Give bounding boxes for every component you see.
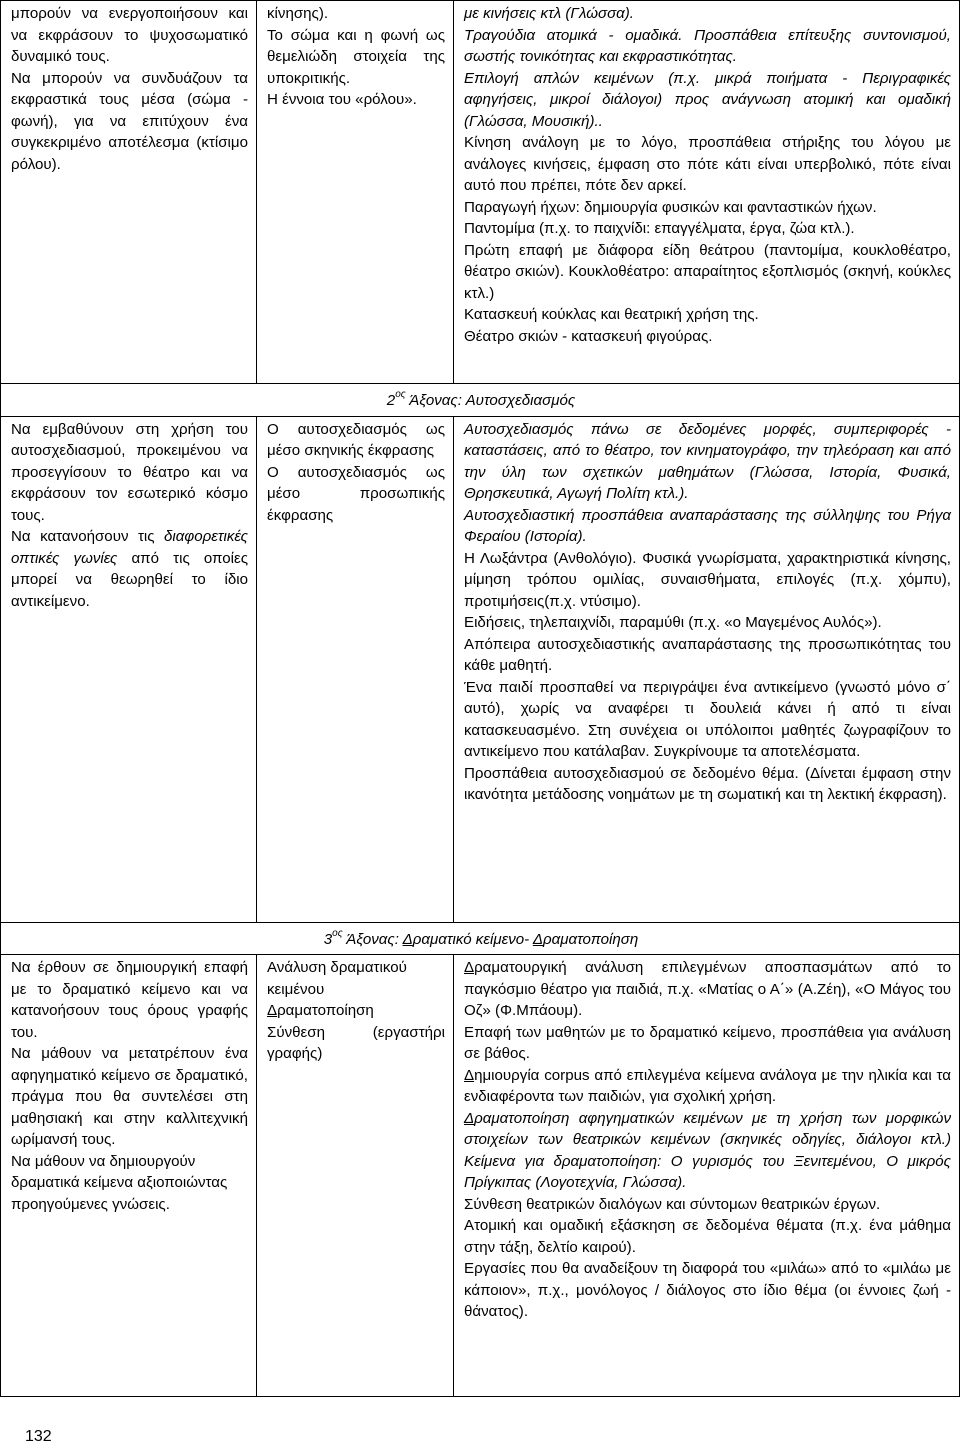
activity-text: Παντομίμα (π.χ. το παιχνίδι: επαγγέλματα, έργα, ζώα κτλ.). xyxy=(464,220,855,237)
activity-text: Επιλογή απλών κειμένων (π.χ. μικρά ποιήματα - Περιγραφικές αφηγήσεις, μικροί διάλογοι) προς ανάγνωση ατομική και ομαδική (Γλώσσα, Μουσική).. xyxy=(464,69,951,130)
activity-text: Η Λωξάντρα (Ανθολόγιο). Φυσικά γνωρίσματα, χαρακτηριστικά κίνησης, μίμηση τρόπου ομιλίας, συναισθήματα, επιλογές (π.χ. χόμπυ), προτιμήσεις(π.χ. ντύσιμο). xyxy=(464,549,951,610)
activity-text: Κατασκευή κούκλας και θεατρική χρήση της. xyxy=(464,306,759,323)
activity-text: Προσπάθεια αυτοσχεδιασμού σε δεδομένο θέμα. (Δίνεται έμφαση στην ικανότητα μετάδοσης νοημάτων με τη σωματική και τη λεκτική έκφραση). xyxy=(464,764,951,804)
axis-heading xyxy=(1,384,960,417)
activity-text xyxy=(464,1065,951,1108)
activity-text-part: ραματουργική ανάλυση επιλεγμένων αποσπασμάτων από το παγκόσμιο θέατρο για παιδιά, π.χ. «Ματίας ο Α΄» (Α.Ζέη), «Ο Μάγος του Οζ» (Φ.Μπάουμ). xyxy=(464,959,951,1020)
objective-text: Να έρθουν σε δημιουργική επαφή με το δραματικό κείμενο και να κατανοήσουν τους όρους γραφής του. xyxy=(11,959,248,1041)
objective-text-part: από τις οποίες μπορεί να θεωρηθεί το ίδιο αντικείμενο. xyxy=(11,549,248,610)
table-row xyxy=(1,1,960,384)
activity-text: Αυτοσχεδιασμός πάνω σε δεδομένες μορφές, συμπεριφορές - καταστάσεις, από το θέατρο, τον κινηματογράφο, την τηλεόραση και από την ύλη των σχετικών μαθημάτων (Γλώσσα, Ιστορία, Φυσικά, Θρησκευτικά, Αγωγή Πολίτη κτλ.). xyxy=(464,420,951,503)
topics-cell xyxy=(257,416,454,922)
activity-text: Κίνηση ανάλογη με το λόγο, προσπάθεια στήριξης του λόγου με ανάλογες κινήσεις, έμφαση στο πότε κάτι είναι υπερβολικό, πότε είναι αυτό που πρέπει, πότε δεν αρκεί. xyxy=(464,134,951,194)
activity-text: Επαφή των μαθητών με το δραματικό κείμενο, προσπάθεια για ανάλυση σε βάθος. xyxy=(464,1023,951,1063)
axis-number: 2 xyxy=(386,392,396,410)
objectives-cell xyxy=(1,1,257,384)
topic-text-letter: Δ xyxy=(267,1002,278,1020)
activity-text: Απόπειρα αυτοσχεδιαστικής αναπαράστασης της προσωπικότητας του κάθε μαθητή. xyxy=(464,635,951,675)
topic-text: Η έννοια του «ρόλου». xyxy=(267,91,417,108)
activities-cell xyxy=(454,416,960,922)
activities-cell xyxy=(454,955,960,1397)
axis-title: Άξονας: Αυτοσχεδιασμός xyxy=(409,392,576,410)
activity-text xyxy=(464,957,951,1022)
objectives-cell xyxy=(1,955,257,1397)
axis-title: Άξονας: xyxy=(346,930,403,948)
activity-text: Τραγούδια ατομικά - ομαδικά. Προσπάθεια επίτευξης συντονισμού, σωστής τονικότητας και εκφραστικότητας. xyxy=(464,26,951,65)
axis-title: ραματικό κείμενο- xyxy=(412,930,533,948)
objective-text: μπορούν να ενεργοποιήσουν και να εκφράσουν το ψυχοσωματικό δυναμικό τους. xyxy=(11,5,248,65)
activity-text: Εργασίες που θα αναδείξουν τη διαφορά του «μιλάω» από το «μιλάω με κάποιον», π.χ., μονόλογος / διάλογος στο ίδιο θέμα (οι έννοιες ζωή - θάνατος). xyxy=(464,1260,951,1321)
activity-text xyxy=(464,1108,951,1194)
objective-text: Να εμβαθύνουν στη χρήση του αυτοσχεδιασμού, προκειμένου να προσεγγίσουν το θέατρο και να εκφράσουν τον εσωτερικό κόσμο τους. xyxy=(11,420,248,524)
activity-text: Ειδήσεις, τηλεπαιχνίδι, παραμύθι (π.χ. «ο Μαγεμένος Αυλός»). xyxy=(464,614,882,632)
activity-text: Παραγωγή ήχων: δημιουργία φυσικών και φανταστικών ήχων. xyxy=(464,198,877,216)
table-row xyxy=(1,384,960,417)
page-number: 132 xyxy=(25,1428,52,1445)
topic-text xyxy=(267,1000,445,1022)
activity-text: Ατομική και ομαδική εξάσκηση σε δεδομένα θέματα (π.χ. ένα μάθημα στην τάξη, δελτίο καιρού). xyxy=(464,1217,951,1256)
activities-cell xyxy=(454,1,960,384)
table-row xyxy=(1,416,960,922)
objectives-cell xyxy=(1,416,257,922)
activity-text-part: ραματοποίηση αφηγηματικών κειμένων με τη χρήση των μορφικών στοιχείων των θεατρικών κειμένων (σκηνικές οδηγίες, διάλογοι κτλ.) Κείμενα για δραματοποίηση: Ο γυρισμός του Ξενιτεμένου, Ο μικρός Πρίγκιπας (Λογοτεχνία, Γλώσσα). xyxy=(464,1109,951,1192)
objective-text: Να μπορούν να συνδυάζουν τα εκφραστικά τους μέσα (σώμα - φωνή), για να επιτύχουν ένα συγκεκριμένο αποτέλεσμα (κτίσιμο ρόλου). xyxy=(11,69,248,173)
axis-title-letter: Δ xyxy=(402,930,413,948)
topic-text: Ο αυτοσχεδιασμός ως μέσο σκηνικής έκφρασης xyxy=(267,420,445,460)
activity-text-part: ημιουργία corpus από επιλεγμένα κείμενα ανάλογα με την ηλικία και τα ενδιαφέροντα των παιδιών, για σχολική χρήση. xyxy=(464,1066,951,1106)
activity-text: με κινήσεις κτλ (Γλώσσα). xyxy=(464,5,634,22)
axis-number: 3 xyxy=(323,930,333,948)
table-row xyxy=(1,922,960,955)
axis-ordinal: ος xyxy=(395,389,406,400)
activity-text-letter: Δ xyxy=(464,1066,475,1084)
axis-title: ραματοποίηση xyxy=(542,930,639,948)
topic-text: κίνησης). xyxy=(267,5,329,22)
activity-text: Ένα παιδί προσπαθεί να περιγράψει ένα αντικείμενο (γνωστό μόνο σ΄ αυτό), χωρίς να αναφέρει τι δουλειά κάνει ή από τι είναι κατασκευασμένο. Στη συνέχεια οι υπόλοιποι μαθητές ζωγραφίζουν το αντικείμενο που κατάλαβαν. Συγκρίνουμε τα αποτελέσματα. xyxy=(464,678,951,761)
activity-text-letter: Δ xyxy=(464,959,475,977)
objective-text: Να μάθουν να μετατρέπουν ένα αφηγηματικό κείμενο σε δραματικό, πράγμα που θα συντελέσει στη μαθησιακή και στην καλλιτεχνική ωρίμανσή τους. xyxy=(11,1045,248,1149)
topic-text-part: ραματοποίηση xyxy=(277,1002,374,1020)
topic-text: Σύνθεση (εργαστήρι γραφής) xyxy=(267,1023,445,1063)
activity-text: Σύνθεση θεατρικών διαλόγων και σύντομων θεατρικών έργων. xyxy=(464,1195,881,1213)
topics-cell xyxy=(257,1,454,384)
axis-title-letter: Δ xyxy=(532,930,543,948)
activity-text: Αυτοσχεδιαστική προσπάθεια αναπαράστασης της σύλληψης του Ρήγα Φεραίου (Ιστορία). xyxy=(464,506,951,546)
activity-text: Θέατρο σκιών - κατασκευή φιγούρας. xyxy=(464,327,713,345)
topic-text: Ο αυτοσχεδιασμός ως μέσο προσωπικής έκφρασης xyxy=(267,463,445,524)
objective-text-italic: διαφορετικές οπτικές γωνίες xyxy=(11,528,248,567)
axis-ordinal: ος xyxy=(332,927,343,939)
activity-text: Πρώτη επαφή με διάφορα είδη θεάτρου (παντομίμα, κουκλοθέατρο, θέατρο σκιών). Κουκλοθέατρο: απαραίτητος εξοπλισμός (σκηνή, κούκλες κτλ.) xyxy=(464,241,951,302)
topic-text: Το σώμα και η φωνή ως θεμελιώδη στοιχεία της υποκριτικής. xyxy=(267,26,445,87)
activity-text-letter: Δ xyxy=(464,1109,475,1127)
objective-text: Να μάθουν να δημιουργούν δραματικά κείμενα αξιοποιώντας προηγούμενες γνώσεις. xyxy=(11,1152,228,1213)
objective-text xyxy=(11,526,248,612)
topics-cell xyxy=(257,955,454,1397)
table-row xyxy=(1,955,960,1397)
objective-text-part: Να κατανοήσουν τις xyxy=(11,528,155,546)
topic-text: Ανάλυση δραματικού κειμένου xyxy=(267,959,407,998)
axis-heading xyxy=(1,922,960,955)
